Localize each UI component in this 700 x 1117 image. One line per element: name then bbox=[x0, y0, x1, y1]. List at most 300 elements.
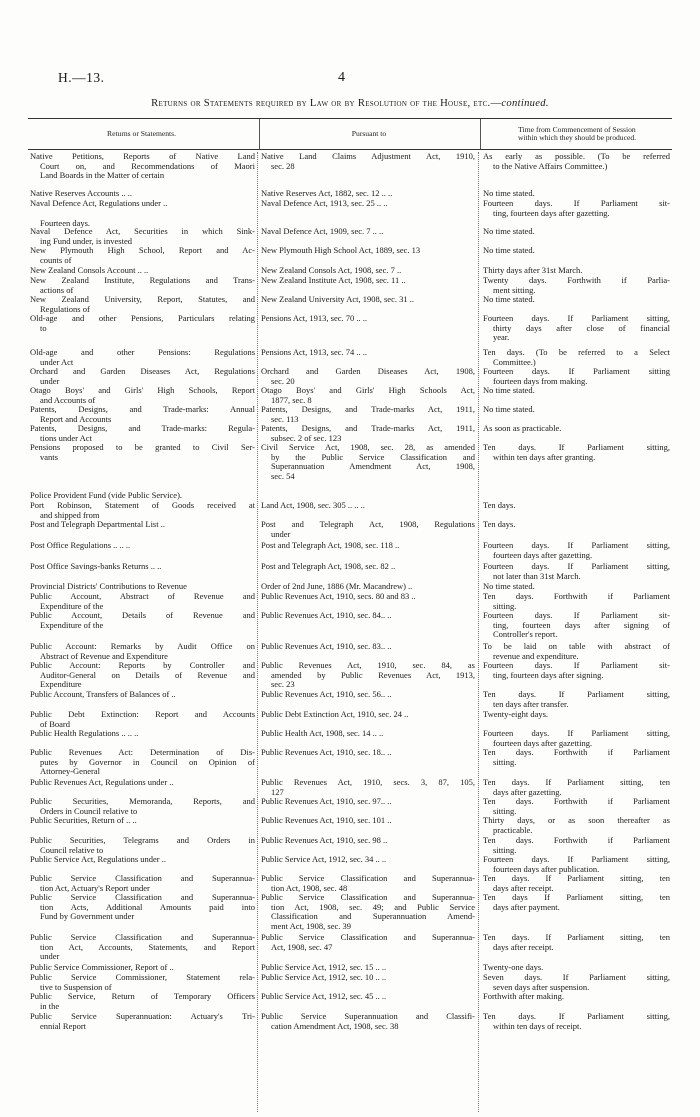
returns-cell bbox=[30, 836, 255, 855]
cell-line: Native Land Claims Adjustment Act, 1910, bbox=[261, 152, 475, 161]
returns-cell bbox=[30, 562, 255, 572]
time-cell bbox=[483, 933, 670, 952]
returns-cell bbox=[30, 443, 255, 462]
cell-line: ing Fund under, is invested bbox=[40, 236, 132, 246]
cell-line: within ten days after granting. bbox=[493, 452, 596, 462]
cell-line: Fund by Government under bbox=[40, 912, 135, 922]
cell-line: Public Revenues Act, 1910, sec. 84.. .. bbox=[261, 611, 392, 620]
cell-line: Ten days. If Parliament sitting, ten bbox=[483, 933, 670, 942]
cell-line: sitting. bbox=[493, 757, 517, 767]
returns-cell bbox=[30, 348, 255, 367]
cell-line: Fourteen days. If Parliament sit- bbox=[483, 611, 670, 620]
returns-cell bbox=[30, 729, 255, 739]
time-cell bbox=[483, 690, 670, 709]
cell-line: Pensions Act, 1913, sec. 74 .. .. bbox=[261, 348, 368, 357]
cell-line: Public Service Act, Regulations under .. bbox=[30, 855, 166, 864]
pursuant-cell bbox=[261, 592, 475, 602]
returns-cell bbox=[30, 266, 255, 276]
cell-line: vants bbox=[40, 452, 58, 462]
cell-line: To be laid on table with abstract of bbox=[483, 642, 670, 651]
cell-line: days after payment. bbox=[493, 902, 560, 912]
pursuant-cell bbox=[261, 893, 475, 931]
header-time-line-1: Time from Commencement of Session bbox=[518, 124, 636, 134]
header-pursuant: Pursuant to bbox=[259, 119, 478, 149]
cell-line: Superannuation Amendment Act, 1908, bbox=[271, 462, 475, 472]
cell-line: year. bbox=[493, 333, 510, 343]
cell-line: Public Revenues Act, 1910, sec. 56.. .. bbox=[261, 690, 392, 699]
cell-line: New Zealand Consols Act, 1908, sec. 7 .. bbox=[261, 266, 402, 275]
cell-line: Otago Boys' and Girls' High Schools Act, bbox=[261, 386, 475, 395]
cell-line: sec. 23 bbox=[271, 680, 295, 690]
cell-line: Fourteen days. If Parliament sitting, bbox=[483, 541, 670, 550]
time-cell bbox=[483, 189, 670, 199]
returns-cell bbox=[30, 367, 255, 386]
cell-line: ting, fourteen days after signing. bbox=[493, 670, 604, 680]
cell-line: New Zealand University Act, 1908, sec. 31 .. bbox=[261, 295, 414, 304]
time-cell bbox=[483, 836, 670, 855]
cell-line: Naval Defence Act, 1913, sec. 25 .. .. bbox=[261, 199, 388, 208]
pursuant-cell bbox=[261, 874, 475, 893]
cell-line: Fourteen days. If Parliament sitting, bbox=[483, 314, 670, 323]
cell-line: 127 bbox=[271, 787, 284, 797]
cell-line: Public Service Classification and Superannua- bbox=[30, 874, 255, 883]
cell-line: under bbox=[271, 529, 291, 539]
cell-line: Classification and Superannuation Amend- bbox=[271, 912, 475, 922]
cell-line: Public Service Superannuation: Actuary's Tri- bbox=[30, 1012, 255, 1021]
cell-line: Patents, Designs, and Trade-marks Act, 1911, bbox=[261, 424, 475, 433]
cell-line: Fourteen days. If Parliament sitting bbox=[483, 367, 670, 376]
cell-line: Public Revenues Act, 1910, sec. 98 .. bbox=[261, 836, 388, 845]
returns-cell bbox=[30, 189, 255, 199]
returns-cell bbox=[30, 893, 255, 922]
returns-cell bbox=[30, 611, 255, 630]
cell-line: Public Service Superannuation and Classifi- bbox=[261, 1012, 475, 1021]
cell-line: Ten days. bbox=[483, 520, 516, 529]
cell-line: Ten days. If Parliament sitting, ten bbox=[483, 778, 670, 787]
pursuant-cell bbox=[261, 443, 475, 481]
pursuant-cell bbox=[261, 501, 475, 511]
cell-line: not later than 31st March. bbox=[493, 571, 581, 581]
time-cell bbox=[483, 501, 670, 511]
pursuant-cell bbox=[261, 729, 475, 739]
time-cell bbox=[483, 227, 670, 237]
pursuant-cell bbox=[261, 582, 475, 592]
pursuant-cell bbox=[261, 642, 475, 652]
cell-line: Ten days. Forthwith if Parliament bbox=[483, 592, 670, 601]
cell-line: Ten days. If Parliament sitting, bbox=[483, 690, 670, 699]
cell-line: Public Revenues Act, 1910, sec. 83.. .. bbox=[261, 642, 392, 651]
returns-cell bbox=[30, 386, 255, 405]
cell-line: tion Act, Actuary's Report under bbox=[40, 883, 150, 893]
time-cell bbox=[483, 816, 670, 835]
cell-line: Public Service, Return of Temporary Officers bbox=[30, 992, 255, 1001]
time-cell bbox=[483, 386, 670, 396]
cell-line: fourteen days from making. bbox=[493, 376, 588, 386]
cell-line: Land Act, 1908, sec. 305 .. .. .. bbox=[261, 501, 365, 510]
cell-line: ting, fourteen days after gazetting. bbox=[493, 208, 610, 218]
cell-line: counts of bbox=[40, 255, 72, 265]
cell-line: Native Petitions, Reports of Native Land bbox=[30, 152, 255, 161]
cell-line: Ten days. Forthwith if Parliament bbox=[483, 797, 670, 806]
cell-line: New Plymouth High School, Report and Ac- bbox=[30, 246, 255, 255]
pursuant-cell bbox=[261, 386, 475, 405]
cell-line: by the Public Service Classification and bbox=[271, 452, 475, 462]
returns-cell bbox=[30, 778, 255, 788]
cell-line: days after receipt. bbox=[493, 883, 554, 893]
returns-cell bbox=[30, 642, 255, 661]
cell-line: Public Service Classification and Superannua- bbox=[30, 933, 255, 942]
cell-line: Fourteen days. bbox=[40, 219, 91, 228]
table-title bbox=[40, 98, 660, 109]
cell-line: Ten days. If Parliament sitting, ten bbox=[483, 874, 670, 883]
cell-line: Public Debt Extinction Act, 1910, sec. 24 .. bbox=[261, 710, 409, 719]
time-cell bbox=[483, 874, 670, 893]
time-cell bbox=[483, 592, 670, 611]
time-cell bbox=[483, 276, 670, 295]
cell-line: Public Revenues Act, 1910, secs. 80 and 83 .. bbox=[261, 592, 416, 601]
cell-line: sec. 28 bbox=[271, 161, 295, 171]
cell-line: Public Revenues Act, 1910, sec. 84, as bbox=[261, 661, 475, 670]
cell-line: ment Act, 1908, sec. 39 bbox=[271, 921, 352, 931]
cell-line: Fourteen days. If Parliament sit- bbox=[483, 661, 670, 670]
time-cell bbox=[483, 893, 670, 912]
returns-cell bbox=[30, 491, 255, 501]
cell-line: within ten days of receipt. bbox=[493, 1021, 582, 1031]
cell-line: Public Service Classification and Superannua- bbox=[30, 893, 255, 902]
pursuant-cell bbox=[261, 367, 475, 386]
cell-line: under Act bbox=[40, 357, 74, 367]
pursuant-cell bbox=[261, 314, 475, 324]
cell-line: Post and Telegraph Act, 1908, sec. 82 .. bbox=[261, 562, 396, 571]
cell-line: Public Service Commissioner, Report of .. bbox=[30, 963, 174, 972]
pursuant-cell bbox=[261, 424, 475, 443]
cell-line: Post Office Savings-banks Returns .. .. bbox=[30, 562, 162, 571]
cell-line: Public Service Commissioner, Statement rela- bbox=[30, 973, 255, 982]
cell-line: Ten days. Forthwith if Parliament bbox=[483, 836, 670, 845]
cell-line: Thirty days after 31st March. bbox=[483, 266, 583, 275]
cell-line: Public Service Act, 1912, sec. 34 .. .. bbox=[261, 855, 387, 864]
cell-line: Fourteen days. If Parliament sitting, bbox=[483, 729, 670, 738]
cell-line: Native Reserves Act, 1882, sec. 12 .. .. bbox=[261, 189, 393, 198]
returns-cell bbox=[30, 963, 255, 973]
cell-line: Public Debt Extinction: Report and Accounts bbox=[30, 710, 255, 719]
time-cell bbox=[483, 152, 670, 171]
cell-line: Orchard and Garden Diseases Act, 1908, bbox=[261, 367, 475, 376]
cell-line: Fourteen days. If Parliament sitting, bbox=[483, 855, 670, 864]
cell-line: fourteen days after gazetting. bbox=[493, 550, 593, 560]
cell-line: days after receipt. bbox=[493, 942, 554, 952]
cell-line: Public Service Act, 1912, sec. 10 .. .. bbox=[261, 973, 387, 982]
returns-cell bbox=[30, 246, 255, 265]
returns-cell bbox=[30, 424, 255, 443]
returns-cell bbox=[30, 227, 255, 246]
cell-line: and shipped from bbox=[40, 510, 100, 520]
time-cell bbox=[483, 973, 670, 992]
time-cell bbox=[483, 424, 670, 434]
cell-line: Public Revenues Act, 1910, sec. 18.. .. bbox=[261, 748, 392, 757]
returns-cell bbox=[30, 152, 255, 181]
cell-line: and Accounts of bbox=[40, 395, 96, 405]
cell-line: Public Revenues Act, 1910, secs. 3, 87, 105, bbox=[261, 778, 475, 787]
pursuant-cell bbox=[261, 562, 475, 572]
cell-line: Patents, Designs, and Trade-marks: Regula- bbox=[30, 424, 255, 433]
pursuant-cell bbox=[261, 661, 475, 690]
cell-line: sec. 54 bbox=[271, 471, 295, 481]
cell-line: Controller's report. bbox=[493, 630, 558, 640]
time-cell bbox=[483, 520, 670, 530]
header-time-line-2: within which they should be produced. bbox=[517, 133, 637, 142]
cell-line: Post and Telegraph Act, 1908, sec. 118 .. bbox=[261, 541, 400, 550]
cell-line: in the bbox=[40, 1001, 60, 1011]
cell-line: Abstract of Revenue and Expenditure bbox=[40, 651, 168, 661]
cell-line: New Zealand Institute, Regulations and Trans- bbox=[30, 276, 255, 285]
cell-line: Public Service Classification and Superannua- bbox=[261, 933, 475, 942]
cell-line: New Zealand Institute Act, 1908, sec. 11 .. bbox=[261, 276, 406, 285]
pursuant-cell bbox=[261, 246, 475, 256]
column-headers bbox=[28, 118, 672, 150]
page-number: 4 bbox=[338, 70, 345, 85]
cell-line: Court on, and Recommendations of Maori bbox=[40, 161, 255, 171]
time-cell bbox=[483, 748, 670, 767]
time-cell bbox=[483, 778, 670, 797]
returns-cell bbox=[30, 992, 255, 1011]
cell-line: sitting. bbox=[493, 806, 517, 816]
time-cell bbox=[483, 611, 670, 640]
returns-cell bbox=[30, 520, 255, 530]
cell-line: Attorney-General bbox=[40, 767, 100, 777]
pursuant-cell bbox=[261, 973, 475, 983]
cell-line: Ten days. (To be referred to a Select bbox=[483, 348, 670, 357]
pursuant-cell bbox=[261, 199, 475, 209]
returns-cell bbox=[30, 541, 255, 551]
returns-cell bbox=[30, 855, 255, 865]
cell-line: tions under Act bbox=[40, 433, 92, 443]
cell-line: Expenditure of the bbox=[40, 620, 104, 630]
time-cell bbox=[483, 367, 670, 386]
cell-line: ting, fourteen days after signing of bbox=[493, 620, 670, 630]
column-rule bbox=[478, 152, 479, 1112]
cell-line: thirty days after close of financial bbox=[493, 323, 670, 333]
returns-cell bbox=[30, 874, 255, 893]
pursuant-cell bbox=[261, 778, 475, 797]
cell-line: cation Amendment Act, 1908, sec. 38 bbox=[271, 1021, 399, 1031]
cell-line: Public Service Act, 1912, sec. 45 .. .. bbox=[261, 992, 387, 1001]
time-cell bbox=[483, 1012, 670, 1031]
time-cell bbox=[483, 992, 670, 1002]
cell-line: New Zealand University, Report, Statutes, and bbox=[30, 295, 255, 304]
cell-line: amended by Public Revenues Act, 1913, bbox=[271, 670, 475, 680]
cell-line: Civil Service Act, 1908, sec. 28, as amended bbox=[261, 443, 475, 452]
time-cell bbox=[483, 855, 670, 874]
cell-line: Old-age and other Pensions: Regulations bbox=[30, 348, 255, 357]
returns-cell bbox=[30, 816, 255, 826]
cell-line: to the Native Affairs Committee.) bbox=[493, 161, 608, 171]
cell-line: Police Provident Fund (vide Public Service). bbox=[30, 491, 183, 500]
cell-line: of Board bbox=[40, 719, 70, 729]
cell-line: No time stated. bbox=[483, 295, 535, 304]
cell-line: Fourteen days. If Parliament sitting, bbox=[483, 562, 670, 571]
pursuant-cell bbox=[261, 276, 475, 286]
cell-line: Provincial Districts' Contributions to Revenue bbox=[30, 582, 187, 591]
cell-line: ennial Report bbox=[40, 1021, 87, 1031]
cell-line: Fourteen days. If Parliament sit- bbox=[483, 199, 670, 208]
cell-line: tive to Suspension of bbox=[40, 982, 112, 992]
cell-line: Public Revenues Act: Determination of Dis- bbox=[30, 748, 255, 757]
cell-line: Orchard and Garden Diseases Act, Regulations bbox=[30, 367, 255, 376]
cell-line: Pensions Act, 1913, sec. 70 .. .. bbox=[261, 314, 368, 323]
pursuant-cell bbox=[261, 816, 475, 826]
cell-line: Ten days. If Parliament sitting, bbox=[483, 443, 670, 452]
cell-line: sec. 20 bbox=[271, 376, 295, 386]
cell-line: Twenty-eight days. bbox=[483, 710, 549, 719]
cell-line: Public Revenues Act, 1910, sec. 101 .. bbox=[261, 816, 392, 825]
cell-line: Expenditure bbox=[40, 680, 82, 690]
time-cell bbox=[483, 661, 670, 680]
returns-cell bbox=[30, 592, 255, 611]
cell-line: Otago Boys' and Girls' High Schools, Report bbox=[30, 386, 255, 395]
cell-line: actions of bbox=[40, 285, 74, 295]
time-cell bbox=[483, 963, 670, 973]
time-cell bbox=[483, 295, 670, 305]
cell-line: tion Act, 1908, sec. 48 bbox=[271, 883, 348, 893]
time-cell bbox=[483, 541, 670, 560]
header-time bbox=[480, 119, 673, 149]
cell-line: Ten days. bbox=[483, 501, 516, 510]
cell-line: sitting. bbox=[493, 845, 517, 855]
time-cell bbox=[483, 266, 670, 276]
returns-cell bbox=[30, 690, 255, 700]
cell-line: No time stated. bbox=[483, 246, 535, 255]
time-cell bbox=[483, 562, 670, 581]
cell-line: Public Account, Details of Revenue and bbox=[30, 611, 255, 620]
time-cell bbox=[483, 405, 670, 415]
pursuant-cell bbox=[261, 855, 475, 865]
pursuant-cell bbox=[261, 266, 475, 276]
cell-line: Report and Accounts bbox=[40, 414, 112, 424]
cell-line: Public Account, Transfers of Balances of .. bbox=[30, 690, 176, 699]
pursuant-cell bbox=[261, 348, 475, 358]
cell-line: Order of 2nd June, 1886 (Mr. Macandrew) .. bbox=[261, 582, 413, 591]
returns-cell bbox=[30, 501, 255, 520]
cell-line: Twenty days. Forthwith if Parlia- bbox=[483, 276, 670, 285]
pursuant-cell bbox=[261, 797, 475, 807]
returns-cell bbox=[30, 1012, 255, 1031]
cell-line: No time stated. bbox=[483, 405, 535, 414]
cell-line: Twenty-one days. bbox=[483, 963, 544, 972]
cell-line: No time stated. bbox=[483, 189, 535, 198]
returns-cell bbox=[30, 295, 255, 314]
pursuant-cell bbox=[261, 710, 475, 720]
cell-line: As soon as practicable. bbox=[483, 424, 562, 433]
pursuant-cell bbox=[261, 152, 475, 171]
cell-line: Native Reserves Accounts .. .. bbox=[30, 189, 132, 198]
cell-line: Post and Telegraph Departmental List .. bbox=[30, 520, 165, 529]
time-cell bbox=[483, 642, 670, 661]
cell-line: revenue and expenditure. bbox=[493, 651, 579, 661]
cell-line: fourteen days after gazetting. bbox=[493, 738, 593, 748]
cell-line: Ten days If Parliament sitting, ten bbox=[483, 893, 670, 902]
cell-line: Patents, Designs, and Trade-marks Act, 1911, bbox=[261, 405, 475, 414]
time-cell bbox=[483, 348, 670, 367]
cell-line: Patents, Designs, and Trade-marks: Annual bbox=[30, 405, 255, 414]
returns-cell bbox=[30, 276, 255, 295]
cell-line: No time stated. bbox=[483, 227, 535, 236]
cell-line: Public Revenues Act, Regulations under .. bbox=[30, 778, 174, 787]
page-header bbox=[58, 70, 658, 86]
pursuant-cell bbox=[261, 541, 475, 551]
cell-line: Port Robinson, Statement of Goods received at bbox=[30, 501, 255, 510]
cell-line: seven days after suspension. bbox=[493, 982, 590, 992]
cell-line: 1877, sec. 8 bbox=[271, 395, 312, 405]
cell-line: Public Securities, Memoranda, Reports, and bbox=[30, 797, 255, 806]
cell-line: Public Securities, Telegrams and Orders in bbox=[30, 836, 255, 845]
cell-line: Orders in Council relative to bbox=[40, 806, 138, 816]
time-cell bbox=[483, 314, 670, 343]
cell-line: Pensions proposed to be granted to Civil Ser- bbox=[30, 443, 255, 452]
cell-line: under bbox=[40, 952, 60, 962]
cell-line: putes by Governor in Council on Opinion of bbox=[40, 757, 255, 767]
time-cell bbox=[483, 246, 670, 256]
cell-line: tion Acts, Additional Amounts paid into bbox=[40, 902, 255, 912]
table-title-main: Returns or Statements required by Law or by Resolution of the House, etc.— bbox=[151, 98, 502, 109]
pursuant-cell bbox=[261, 690, 475, 700]
cell-line: Public Service Act, 1912, sec. 15 .. .. bbox=[261, 963, 387, 972]
cell-line: to bbox=[40, 323, 47, 333]
pursuant-cell bbox=[261, 933, 475, 952]
cell-line: Naval Defence Act, Securities in which Sink- bbox=[30, 227, 255, 236]
cell-line: Naval Defence Act, 1909, sec. 7 .. .. bbox=[261, 227, 384, 236]
cell-line: Expenditure of the bbox=[40, 601, 104, 611]
cell-line: Public Account: Reports by Controller and bbox=[30, 661, 255, 670]
pursuant-cell bbox=[261, 963, 475, 973]
returns-cell bbox=[30, 710, 255, 729]
pursuant-cell bbox=[261, 405, 475, 424]
pursuant-cell bbox=[261, 227, 475, 237]
cell-line: Public Revenues Act, 1910, sec. 97.. .. bbox=[261, 797, 392, 806]
cell-line: Old-age and other Pensions, Particulars relating bbox=[30, 314, 255, 323]
cell-line: tion Act, Accounts, Statements, and Report bbox=[40, 942, 255, 952]
time-cell bbox=[483, 710, 670, 720]
time-cell bbox=[483, 729, 670, 748]
cell-line: No time stated. bbox=[483, 386, 535, 395]
time-cell bbox=[483, 582, 670, 592]
cell-line: Public Health Act, 1908, sec. 14 .. .. bbox=[261, 729, 384, 738]
pursuant-cell bbox=[261, 748, 475, 758]
cell-line: Seven days. If Parliament sitting, bbox=[483, 973, 670, 982]
cell-line: under bbox=[40, 376, 60, 386]
cell-line: Public Health Regulations .. .. .. bbox=[30, 729, 139, 738]
cell-line: Post and Telegraph Act, 1908, Regulations bbox=[261, 520, 475, 529]
cell-line: Public Securities, Return of .. .. bbox=[30, 816, 137, 825]
cell-line: Public Account, Abstract of Revenue and bbox=[30, 592, 255, 601]
cell-line: Ten days. Forthwith if Parliament bbox=[483, 748, 670, 757]
page-reference: H.—13. bbox=[58, 70, 105, 85]
cell-line: New Zealand Consols Account .. .. bbox=[30, 266, 149, 275]
returns-cell bbox=[30, 314, 255, 333]
cell-line: Public Service Classification and Superannua- bbox=[261, 874, 475, 883]
pursuant-cell bbox=[261, 520, 475, 539]
cell-line: sec. 113 bbox=[271, 414, 299, 424]
cell-line: days after gazetting. bbox=[493, 787, 562, 797]
pursuant-cell bbox=[261, 1012, 475, 1031]
cell-line: Ten days. If Parliament sitting, bbox=[483, 1012, 670, 1021]
returns-cell bbox=[30, 199, 255, 209]
cell-line: subsec. 2 of sec. 123 bbox=[271, 433, 342, 443]
cell-line: Regulations of bbox=[40, 304, 90, 314]
returns-cell bbox=[30, 582, 255, 592]
pursuant-cell bbox=[261, 992, 475, 1002]
cell-line: sitting. bbox=[493, 601, 517, 611]
